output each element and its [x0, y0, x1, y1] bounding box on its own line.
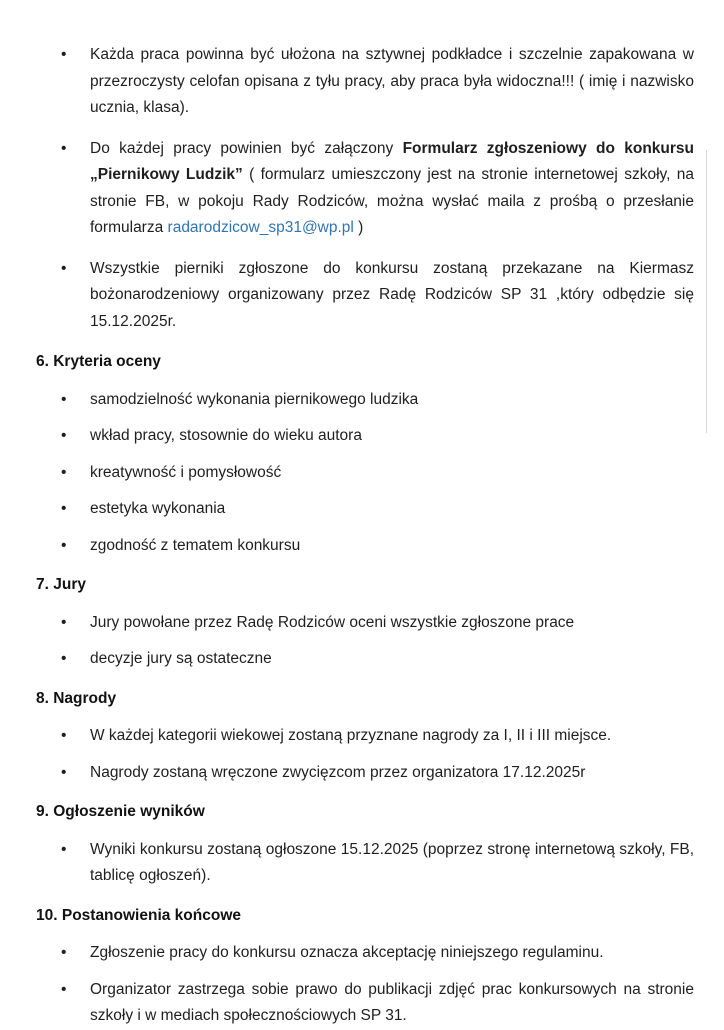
list-item	[36, 646, 694, 673]
text-segment: Jury powołane przez Radę Rodziców oceni wszystkie zgłoszone prace	[90, 613, 575, 631]
list-item	[36, 533, 694, 560]
text-segment: Wyniki konkursu zostaną ogłoszone 15.12.2025 (poprzez stronę internetową szkoły, FB, tablicę ogłoszeń).	[90, 840, 694, 884]
section-bullet-list	[36, 610, 694, 673]
list-item	[36, 760, 694, 787]
intro-bullet-list	[36, 42, 694, 335]
text-segment: zgodność z tematem konkursu	[90, 536, 301, 554]
bold-text: Formularz zgłoszeniowy do konkursu „Piernikowy Ludzik”	[90, 139, 694, 183]
list-item	[36, 940, 694, 967]
list-item	[36, 387, 694, 414]
section-bullet-list	[36, 940, 694, 1030]
list-item	[36, 496, 694, 523]
list-item	[36, 723, 694, 750]
sections	[36, 349, 694, 1030]
text-segment: Organizator zastrzega sobie prawo do publikacji zdjęć prac konkursowych na stronie szkoły i w mediach społecznościowych SP 31.	[90, 980, 694, 1024]
list-item	[36, 256, 694, 336]
text-segment: decyzje jury są ostateczne	[90, 650, 272, 667]
text-segment: Wszystkie pierniki zgłoszone do konkursu zostaną przekazane na Kiermasz bożonarodzeniowy organizowany przez Radę Rodziców SP 31 ,który odbędzie się 15.12.2025r.	[90, 259, 694, 330]
text-segment: )	[353, 219, 364, 236]
section-heading: 10. Postanowienia końcowe	[36, 906, 242, 924]
text-segment: Zgłoszenie pracy do konkursu oznacza akceptację niniejszego regulaminu.	[90, 944, 604, 961]
text-segment: W każdej kategorii wiekowej zostaną przyznane nagrody za I, II i III miejsce.	[90, 727, 612, 744]
list-item	[36, 977, 694, 1030]
section-heading: 7. Jury	[36, 576, 86, 593]
section-heading: 9. Ogłoszenie wyników	[36, 803, 205, 820]
text-segment: estetyka wykonania	[90, 500, 226, 517]
text-segment: Każda praca powinna być ułożona na sztywnej podkładce i szczelnie zapakowana w przezroczysty celofan opisana z tyłu pracy, aby praca była widoczna!!! ( imię i nazwisko ucznia, klasa).	[90, 46, 694, 116]
text-segment: wkład pracy, stosownie do wieku autora	[90, 427, 362, 444]
email-link[interactable]: radarodzicow_sp31@wp.pl	[167, 219, 354, 236]
list-item	[36, 423, 694, 450]
section-heading: 8. Nagrody	[36, 689, 117, 707]
section-bullet-list	[36, 837, 694, 890]
text-segment: kreatywność i pomysłowość	[90, 463, 282, 481]
page-edge-line	[706, 150, 707, 433]
text-segment: samodzielność wykonania piernikowego ludzika	[90, 390, 419, 408]
list-item	[36, 837, 694, 890]
list-item	[36, 42, 694, 122]
section-bullet-list	[36, 723, 694, 786]
text-segment: ( formularz umieszczony jest na stronie internetowej szkoły, na stronie FB, w pokoju Rady Rodziców, można wysłać maila z prośbą o przesłanie formularza	[90, 166, 694, 236]
list-item	[36, 460, 694, 487]
section-bullet-list	[36, 387, 694, 560]
section-heading: 6. Kryteria oceny	[36, 353, 161, 370]
text-segment: Nagrody zostaną wręczone zwycięzcom przez organizatora 17.12.2025r	[90, 763, 586, 781]
list-item	[36, 136, 694, 242]
text-segment: Do każdej pracy powinien być załączony	[90, 139, 403, 157]
list-item	[36, 610, 694, 637]
